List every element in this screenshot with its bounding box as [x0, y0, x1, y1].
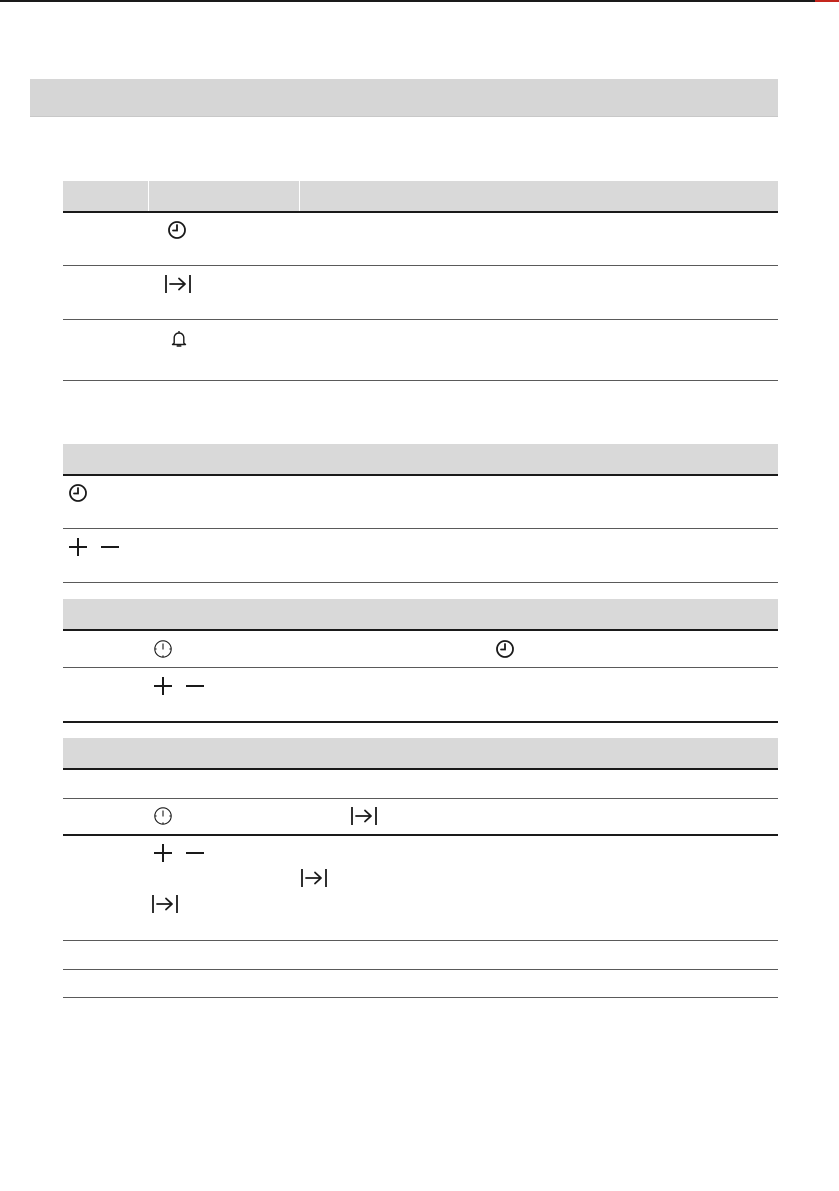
table-bottom-rule	[63, 997, 778, 998]
table-change-time-header	[63, 599, 778, 629]
clock-icon	[68, 483, 88, 503]
plus-icon	[68, 537, 88, 557]
row-divider	[63, 798, 778, 799]
row-divider	[63, 528, 778, 529]
table-header-rule	[63, 474, 778, 476]
minus-icon	[100, 537, 120, 557]
row-divider	[63, 667, 778, 668]
accent-mark	[815, 0, 839, 2]
table-set-end-header	[63, 738, 778, 768]
minus-icon	[185, 843, 205, 863]
bell-icon	[169, 329, 189, 349]
end-time-arrow-icon	[300, 868, 328, 888]
clock-icon	[167, 220, 187, 240]
row-divider	[63, 969, 778, 970]
top-rule	[0, 0, 839, 2]
section-header-underline	[30, 116, 778, 117]
row-divider	[63, 940, 778, 941]
row-divider	[63, 265, 778, 266]
table-header-rule	[63, 629, 778, 631]
header-column-divider	[299, 181, 300, 211]
clock-outline-icon	[153, 639, 173, 659]
table-header-rule	[63, 768, 778, 770]
table-bottom-rule	[63, 721, 778, 723]
table-header-rule	[63, 211, 778, 213]
section-header-band	[30, 79, 778, 117]
table-functions-header	[63, 181, 778, 211]
table-bottom-rule	[63, 380, 778, 381]
end-time-arrow-icon	[151, 894, 179, 914]
plus-icon	[153, 676, 173, 696]
clock-outline-icon	[153, 806, 173, 826]
header-column-divider	[148, 181, 149, 211]
clock-icon	[495, 639, 515, 659]
end-time-arrow-icon	[350, 806, 378, 826]
row-divider	[63, 834, 778, 836]
minus-icon	[185, 676, 205, 696]
end-time-arrow-icon	[164, 274, 192, 294]
plus-icon	[153, 843, 173, 863]
row-divider	[63, 319, 778, 320]
table-set-time-header	[63, 444, 778, 474]
table-bottom-rule	[63, 582, 778, 583]
